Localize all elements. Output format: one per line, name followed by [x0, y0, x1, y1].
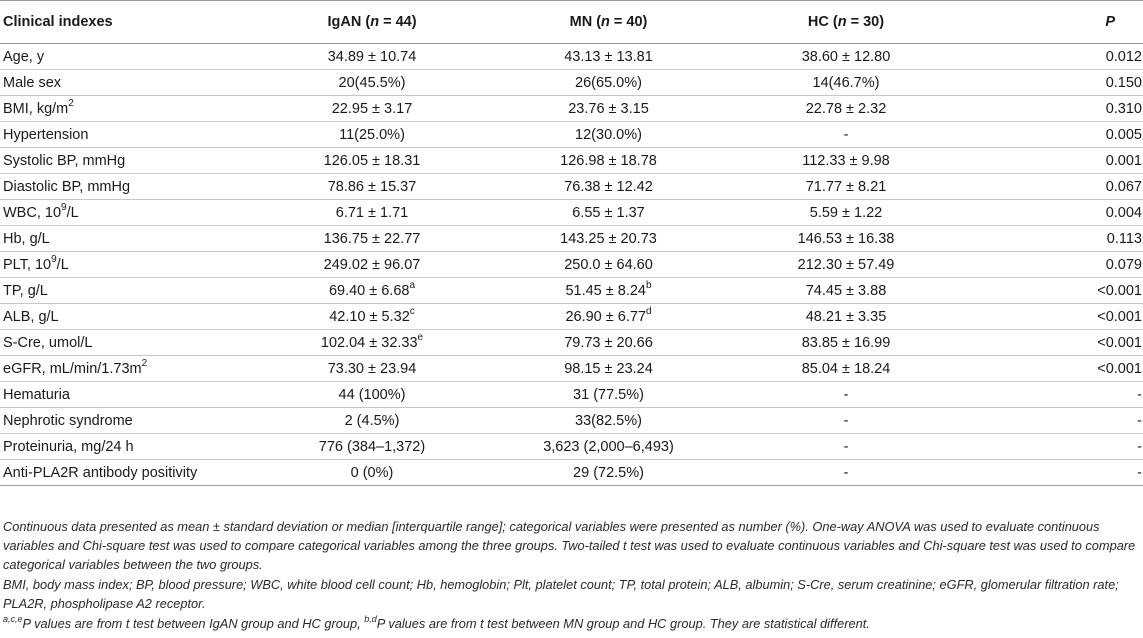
cell-hc: -: [741, 122, 951, 148]
cell-igan: 22.95 ± 3.17: [268, 96, 476, 122]
header-igan: IgAN (n = 44): [268, 1, 476, 44]
cell-mn: 143.25 ± 20.73: [476, 226, 741, 252]
cell-igan: 249.02 ± 96.07: [268, 252, 476, 278]
cell-igan: 0 (0%): [268, 460, 476, 486]
cell-p-value: -: [951, 382, 1143, 408]
cell-hc: 5.59 ± 1.22: [741, 200, 951, 226]
table-row: [0, 304, 1143, 330]
cell-hc: -: [741, 408, 951, 434]
cell-hc: 112.33 ± 9.98: [741, 148, 951, 174]
table-row: [0, 356, 1143, 382]
cell-hc: 22.78 ± 2.32: [741, 96, 951, 122]
cell-p-value: 0.012: [951, 44, 1143, 70]
cell-p-value: <0.001: [951, 356, 1143, 382]
row-label: BMI, $kg/m^2$: [0, 96, 268, 122]
cell-mn: 43.13 ± 13.81: [476, 44, 741, 70]
cell-mn: 98.15 ± 23.24: [476, 356, 741, 382]
cell-igan: 102.04 ± 32.33$^e$: [268, 330, 476, 356]
cell-igan: 136.75 ± 22.77: [268, 226, 476, 252]
table-row: [0, 44, 1143, 70]
table-row: [0, 434, 1143, 460]
row-label: PLT, $10^9/L$: [0, 252, 268, 278]
footnote-abbreviations: BMI, body mass index; BP, blood pressure; WBC, white blood cell count; Hb, hemoglobin; Plt, platelet count; TP, total protein; ALB, albumin; S-Cre, serum creatinine; eGFR, glomerular filtration rate; PLA2R, phospholipase A2 receptor.: [3, 577, 1119, 611]
footnote-methods: Continuous data presented as mean ± standard deviation or median [interquartile range]; categorical variables were presented as number (%). One-way ANOVA was used to evaluate continuous variables and Chi-square test was used to compare categorical variables among the three groups. Two-tailed t test was used to evaluate continuous variables and Chi-square test was used to compare categorical variables between the two groups.: [3, 519, 1136, 572]
cell-hc: 85.04 ± 18.24: [741, 356, 951, 382]
table-row: [0, 408, 1143, 434]
row-label: Nephrotic syndrome: [0, 408, 268, 434]
cell-mn: 12(30.0%): [476, 122, 741, 148]
cell-igan: 126.05 ± 18.31: [268, 148, 476, 174]
cell-mn: 126.98 ± 18.78: [476, 148, 741, 174]
row-label: Anti-PLA2R antibody positivity: [0, 460, 268, 486]
cell-p-value: <0.001: [951, 304, 1143, 330]
cell-mn: 6.55 ± 1.37: [476, 200, 741, 226]
table-row: [0, 382, 1143, 408]
header-mn: MN (n = 40): [476, 1, 741, 44]
table-row: [0, 226, 1143, 252]
cell-hc: -: [741, 382, 951, 408]
cell-mn: 23.76 ± 3.15: [476, 96, 741, 122]
row-label: Hb, g/L: [0, 226, 268, 252]
cell-igan: 6.71 ± 1.71: [268, 200, 476, 226]
cell-igan: 69.40 ± 6.68$^a$: [268, 278, 476, 304]
row-label: Systolic BP, mmHg: [0, 148, 268, 174]
cell-mn: 26.90 ± 6.77$^d$: [476, 304, 741, 330]
cell-igan: 11(25.0%): [268, 122, 476, 148]
row-label: WBC, $10^9/L$: [0, 200, 268, 226]
cell-mn: 76.38 ± 12.42: [476, 174, 741, 200]
cell-p-value: -: [951, 460, 1143, 486]
cell-mn: 250.0 ± 64.60: [476, 252, 741, 278]
table-row: [0, 252, 1143, 278]
row-label: eGFR, $mL/\min/1.73m^2$: [0, 356, 268, 382]
row-label: Hematuria: [0, 382, 268, 408]
cell-hc: 74.45 ± 3.88: [741, 278, 951, 304]
cell-mn: 79.73 ± 20.66: [476, 330, 741, 356]
cell-p-value: 0.067: [951, 174, 1143, 200]
cell-p-value: -: [951, 434, 1143, 460]
cell-igan: 42.10 ± 5.32$^c$: [268, 304, 476, 330]
cell-mn: 29 (72.5%): [476, 460, 741, 486]
table-row: [0, 200, 1143, 226]
cell-hc: 83.85 ± 16.99: [741, 330, 951, 356]
cell-hc: -: [741, 460, 951, 486]
cell-p-value: 0.004: [951, 200, 1143, 226]
cell-igan: 44 (100%): [268, 382, 476, 408]
cell-igan: 73.30 ± 23.94: [268, 356, 476, 382]
row-label: S-Cre, umol/L: [0, 330, 268, 356]
cell-hc: 14(46.7%): [741, 70, 951, 96]
cell-p-value: 0.005: [951, 122, 1143, 148]
cell-p-value: -: [951, 408, 1143, 434]
row-label: Proteinuria, mg/24 h: [0, 434, 268, 460]
cell-igan: 20(45.5%): [268, 70, 476, 96]
cell-hc: 38.60 ± 12.80: [741, 44, 951, 70]
table-row: [0, 174, 1143, 200]
cell-hc: 48.21 ± 3.35: [741, 304, 951, 330]
cell-p-value: <0.001: [951, 278, 1143, 304]
cell-igan: 2 (4.5%): [268, 408, 476, 434]
cell-p-value: <0.001: [951, 330, 1143, 356]
table-row: [0, 70, 1143, 96]
table-footnotes: [3, 517, 1141, 634]
cell-mn: 26(65.0%): [476, 70, 741, 96]
cell-p-value: 0.001: [951, 148, 1143, 174]
cell-igan: 78.86 ± 15.37: [268, 174, 476, 200]
cell-hc: 212.30 ± 57.49: [741, 252, 951, 278]
cell-p-value: 0.079: [951, 252, 1143, 278]
table-row: [0, 96, 1143, 122]
cell-mn: 3,623 (2,000–6,493): [476, 434, 741, 460]
row-label: TP, g/L: [0, 278, 268, 304]
row-label: ALB, g/L: [0, 304, 268, 330]
cell-hc: -: [741, 434, 951, 460]
row-label: Hypertension: [0, 122, 268, 148]
row-label: Age, y: [0, 44, 268, 70]
table-row: [0, 330, 1143, 356]
cell-mn: 31 (77.5%): [476, 382, 741, 408]
cell-hc: 146.53 ± 16.38: [741, 226, 951, 252]
cell-igan: 34.89 ± 10.74: [268, 44, 476, 70]
cell-p-value: 0.113: [951, 226, 1143, 252]
row-label: Diastolic BP, mmHg: [0, 174, 268, 200]
table-row: [0, 122, 1143, 148]
table-row: [0, 460, 1143, 486]
cell-p-value: 0.310: [951, 96, 1143, 122]
header-row: [0, 1, 1143, 44]
cell-mn: 51.45 ± 8.24$^b$: [476, 278, 741, 304]
cell-p-value: 0.150: [951, 70, 1143, 96]
header-p-value: P: [951, 1, 1143, 44]
cell-mn: 33(82.5%): [476, 408, 741, 434]
cell-hc: 71.77 ± 8.21: [741, 174, 951, 200]
table-row: [0, 148, 1143, 174]
cell-igan: 776 (384–1,372): [268, 434, 476, 460]
table-row: [0, 278, 1143, 304]
footnote-statistics: $^{a,c,e}$P values are from t test between IgAN group and HC group, $^{b,d}$P values are from t test between MN group and HC group. They are statistical different.: [3, 613, 870, 631]
row-label: Male sex: [0, 70, 268, 96]
header-clinical-indexes: Clinical indexes: [0, 1, 268, 44]
header-hc: HC (n = 30): [741, 1, 951, 44]
